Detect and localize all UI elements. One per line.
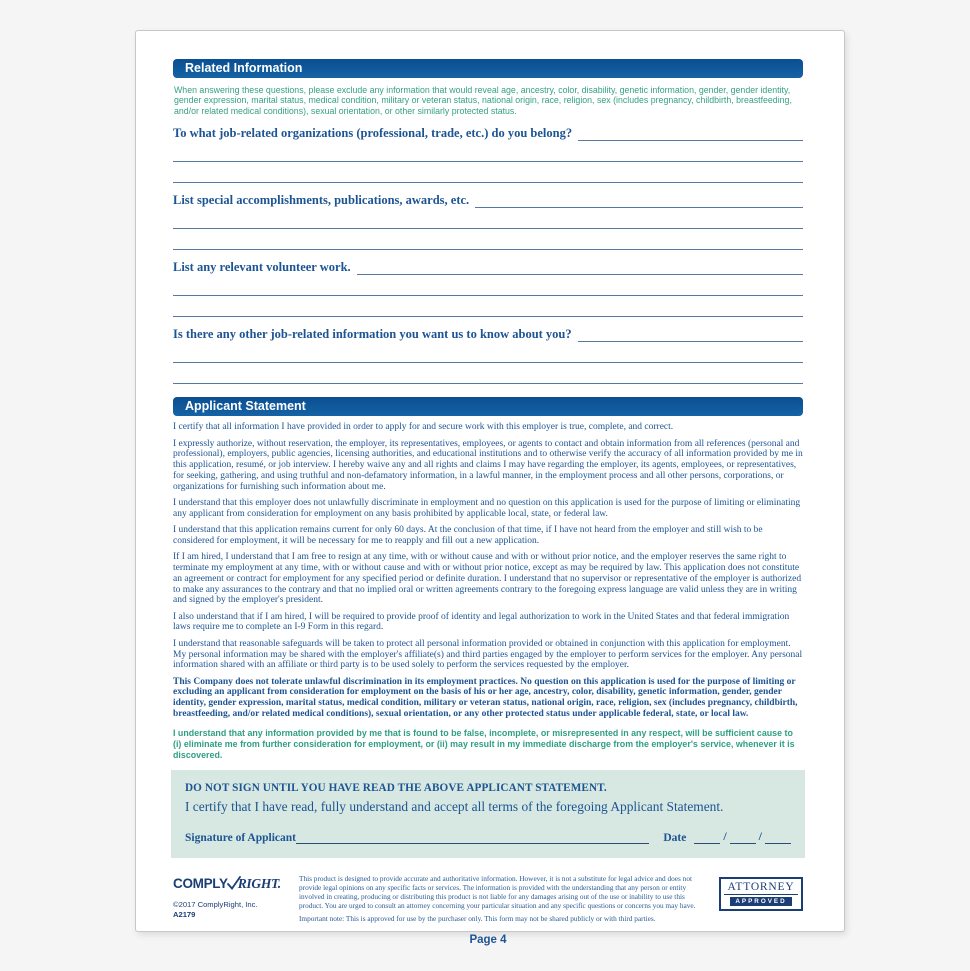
logo-right-text: RIGHT. xyxy=(237,876,281,892)
badge-attorney-text: ATTORNEY xyxy=(724,881,798,895)
question-row xyxy=(173,193,803,208)
date-separator: / xyxy=(758,829,762,844)
disclaimer-text: This product is designed to provide accurate and authoritative information. However, it is not a substitute for legal advice and does not provide legal opinions on any specific facts or services. The information is provided with the understanding that any person or entity involved in creating, producing or distributing this product is not liable for any damages arising out of the use or inability to use this product. You are urged to consult an attorney concerning your particular situation and any specific questions or concerns you may have. xyxy=(299,874,696,911)
do-not-sign-warning: DO NOT SIGN UNTIL YOU HAVE READ THE ABOVE APPLICANT STATEMENT. xyxy=(185,782,607,795)
related-info-intro: When answering these questions, please exclude any information that would reveal age, ancestry, color, disability, genetic information, gender, gender identity, gender expression, marital status, medical condition, military or veteran status, national origin, race, religion, sex (includes pregnancy, childbirth, breastfeeding, and/or related medical conditions), sexual orientation, or other similarly protected status. xyxy=(174,85,792,116)
logo-comply-text: COMPLY xyxy=(173,876,228,892)
copyright-text: ©2017 ComplyRight, Inc. xyxy=(173,900,258,910)
answer-line[interactable] xyxy=(173,342,803,363)
answer-line[interactable] xyxy=(173,141,803,162)
answer-line[interactable] xyxy=(173,208,803,229)
question-label: List any relevant volunteer work. xyxy=(173,260,351,275)
page-number: Page 4 xyxy=(469,933,507,946)
answer-line[interactable] xyxy=(475,193,803,208)
statement-paragraph: I also understand that if I am hired, I will be required to provide proof of identity and legal authorization to work in the United States and that federal immigration laws require me to complete an I-9 Form in this regard. xyxy=(173,611,790,633)
certification-statement: I certify that I have read, fully understand and accept all terms of the foregoing Applicant Statement. xyxy=(185,799,724,815)
statement-paragraph: I understand that reasonable safeguards will be taken to protect all personal information provided or obtained in conjunction with this application for employment. My personal information may be shared with the employer's affiliate(s) and third parties engaged by the employer to perform services for the employer. Any personal information shared with an affiliate or third party is to be used solely to perform the services requested by the employer. xyxy=(173,638,803,671)
answer-line[interactable] xyxy=(357,260,803,275)
statement-paragraph: I certify that all information I have provided in order to apply for and secure work with this employer is true, complete, and correct. xyxy=(173,422,674,433)
answer-line[interactable] xyxy=(173,363,803,384)
date-field-month[interactable] xyxy=(694,831,720,844)
answer-line[interactable] xyxy=(578,126,803,141)
date-field-day[interactable] xyxy=(730,831,756,844)
question-block xyxy=(173,260,803,317)
answer-line[interactable] xyxy=(173,275,803,296)
section-title: Related Information xyxy=(185,61,303,75)
section-title: Applicant Statement xyxy=(185,399,306,414)
statement-paragraph: I understand that this employer does not unlawfully discriminate in employment and no question on this application is used for the purpose of limiting or eliminating any applicant from consideration for employment on any basis prohibited by applicable local, state, or federal law. xyxy=(173,498,801,519)
question-label: Is there any other job-related information you want us to know about you? xyxy=(173,327,572,342)
question-label: List special accomplishments, publications, awards, etc. xyxy=(173,193,470,208)
question-label: To what job-related organizations (professional, trade, etc.) do you belong? xyxy=(173,126,573,141)
answer-line[interactable] xyxy=(173,296,803,317)
form-number: A2179 xyxy=(173,910,196,920)
attorney-approved-badge xyxy=(719,877,803,911)
badge-approved-text: APPROVED xyxy=(730,897,792,906)
statement-paragraph: If I am hired, I understand that I am free to resign at any time, with or without cause and with or without prior notice, and the employer reserves the same right to terminate my employment at any time, with or without cause and with or without prior notice, except as may be required by law. This application does not constitute an agreement or contract for employment for any specified period or definite duration. I understand that no supervisor or representative of the employer is authorized to make any assurances to the contrary and that no implied oral or written agreements contrary to the foregoing express language are valid unless they are in writing and signed by the employer's president. xyxy=(173,552,802,606)
signature-label: Signature of Applicant xyxy=(185,832,296,845)
statement-paragraph-nondiscrimination: This Company does not tolerate unlawful discrimination in its employment practices. No question on this application is used for the purpose of limiting or excluding an applicant from consideration for employment on the basis of his or her age, ancestry, color, disability, genetic information, gender, gender identity, gender expression, marital status, medical condition, military or veteran status, national origin, race, religion, sex (includes pregnancy, childbirth, breastfeeding, and/or related medical conditions), sexual orientation, or any other protected status under applicable federal, state, or local law. xyxy=(173,676,798,720)
brand-checkmark-icon xyxy=(226,876,241,895)
statement-paragraph: I understand that this application remains current for only 60 days. At the conclusion of that time, if I have not heard from the employer and still wish to be considered for employment, it will be necessary for me to reapply and fill out a new application. xyxy=(173,525,763,546)
question-block xyxy=(173,126,803,183)
question-block xyxy=(173,193,803,250)
signature-line[interactable] xyxy=(296,831,649,844)
answer-line[interactable] xyxy=(578,327,803,342)
related-information-section xyxy=(173,59,803,384)
footer xyxy=(173,874,803,924)
important-note: Important note: This is approved for use by the purchaser only. This form may not be shared publicly or with third parties. xyxy=(299,914,656,924)
question-row xyxy=(173,126,803,141)
complyright-logo xyxy=(173,874,295,919)
form-page xyxy=(135,30,845,946)
question-block xyxy=(173,327,803,384)
legal-disclaimer xyxy=(295,874,719,924)
date-field-year[interactable] xyxy=(765,831,791,844)
statement-paragraph: I expressly authorize, without reservation, the employer, its representatives, employees, or agents to contact and obtain information from all references (personal and professional), employers, public agencies, licensing authorities, and educational institutions and to otherwise verify the accuracy of all information provided by me in this application, resumé, or job interview. I hereby waive any and all rights and claims I may have regarding the employer, its agents, employees, or representatives, for seeking, gathering, and using truthful and non-defamatory information, in a lawful manner, in the employment process and all other persons, corporations, or organizations for furnishing such information about me. xyxy=(173,438,803,492)
question-row xyxy=(173,260,803,275)
statement-paragraph-false-info: I understand that any information provided by me that is found to be false, incomplete, or misrepresented in any respect, will be sufficient cause to (i) eliminate me from further consideration for employment, or (ii) may result in my immediate discharge from the employer's service, whenever it is discovered. xyxy=(173,727,795,761)
applicant-statement-header xyxy=(173,397,803,416)
question-row xyxy=(173,327,803,342)
date-label: Date xyxy=(663,832,687,845)
applicant-statement-section xyxy=(173,397,803,761)
date-separator: / xyxy=(723,829,727,844)
answer-line[interactable] xyxy=(173,162,803,183)
signature-box xyxy=(171,770,805,858)
signature-row xyxy=(185,829,791,844)
related-information-header xyxy=(173,59,803,78)
answer-line[interactable] xyxy=(173,229,803,250)
